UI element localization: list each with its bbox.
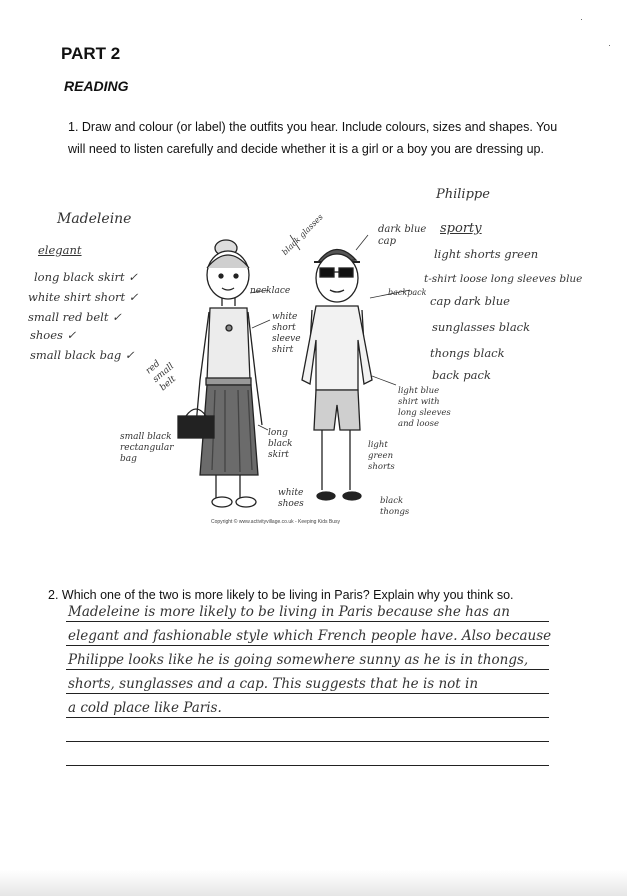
answer-text: a cold place like Paris. [68,700,222,716]
label-bag: small black rectangular bag [120,432,174,464]
philippe-item: sunglasses black [432,320,531,334]
label-necklace: necklace [250,286,291,296]
madeleine-item: small black bag ✓ [30,348,135,362]
madeleine-item: white shirt short ✓ [28,290,139,304]
answer-text: Philippe looks like he is going somewhere sunny as he is in thongs, [68,652,529,668]
madeleine-item: long black skirt ✓ [34,270,138,284]
label-red-belt: red small belt [144,358,179,394]
answer-line [66,694,549,718]
copyright-text: Copyright © www.activityvillage.co.uk - Keeping Kids Busy [211,519,341,525]
label-shirt: light blue shirt with long sleeves and loose [398,386,451,429]
philippe-item: back pack [432,368,491,382]
philippe-item: light shorts green [434,247,539,261]
scan-edge-shadow [0,870,627,896]
philippe-name: Philippe [436,187,490,202]
scan-dot: · [580,14,583,24]
boy-figure [302,249,372,500]
answer-line [66,670,549,694]
question-1: 1. Draw and colour (or label) the outfits you hear. Include colours, sizes and shapes. You will need to listen carefully and decide whether it is a girl or a boy you are dressing up. [68,120,558,156]
girl-figure [178,240,262,507]
madeleine-name: Madeleine [57,211,132,227]
philippe-item: cap dark blue [430,294,510,308]
answer-line [66,718,549,742]
philippe-tag: sporty [440,221,482,236]
answer-text: shorts, sunglasses and a cap. This suggests that he is not in [68,676,479,692]
madeleine-item: shoes ✓ [30,328,77,342]
label-long-skirt: long black skirt [268,428,293,460]
label-white-shoes: white shoes [278,488,304,509]
label-white-shirt: white short sleeve shirt [272,312,301,355]
madeleine-item: small red belt ✓ [28,310,122,324]
answer-line [66,742,549,766]
question-2: 2. Which one of the two is more likely to be living in Paris? Explain why you think so. [48,588,514,602]
section-heading: READING [64,78,129,94]
answer-line [66,646,549,670]
philippe-item: thongs black [430,346,505,360]
label-shorts: light green shorts [368,440,395,472]
answer-lines [66,598,552,766]
madeleine-tag: elegant [38,243,82,257]
label-cap: dark blue cap [378,224,427,247]
philippe-item: t-shirt loose long sleeves blue [424,273,583,285]
label-thongs: black thongs [380,496,410,517]
scan-dot: · [608,40,611,50]
answer-text: Madeleine is more likely to be living in Paris because she has an [68,604,510,620]
label-backpack: backpack [388,288,427,297]
answer-text: elegant and fashionable style which French people have. Also because [68,628,552,644]
part-title: PART 2 [61,44,121,63]
answer-line [66,622,552,646]
answer-line [66,598,549,622]
label-black-glasses: black glasses [280,212,325,257]
